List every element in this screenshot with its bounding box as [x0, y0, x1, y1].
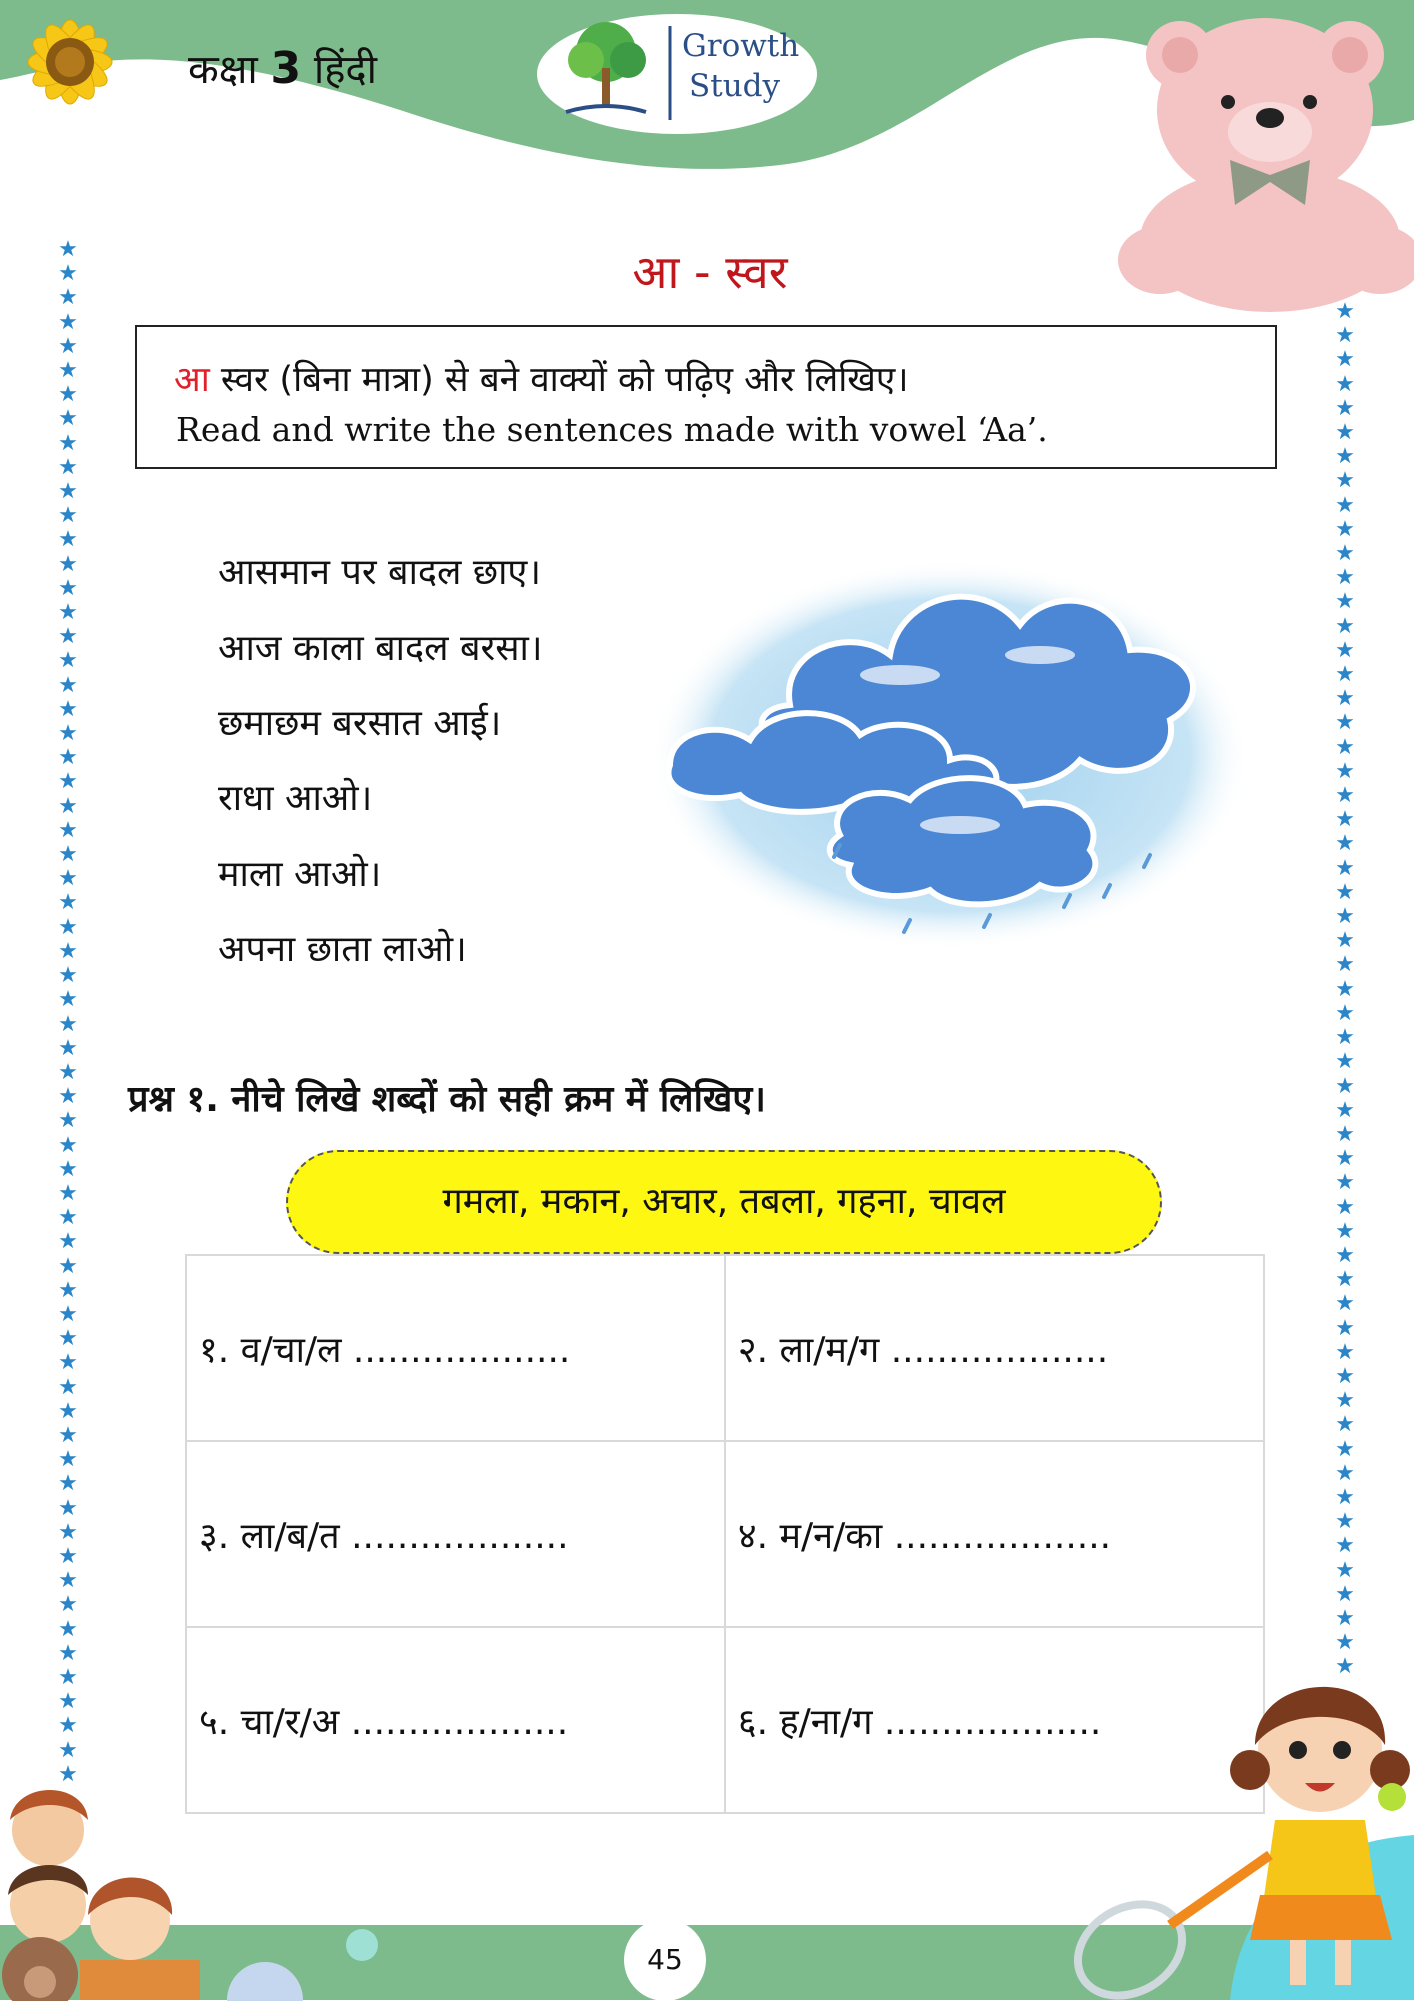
- exercise-item-3[interactable]: ३. ला/ब/त ...................: [186, 1441, 725, 1627]
- instruction-english: Read and write the sentences made with vowel ‘Aa’.: [176, 410, 1048, 449]
- exercise-item-4[interactable]: ४. म/न/का ...................: [725, 1441, 1264, 1627]
- girl-tennis-illustration: [1070, 1655, 1414, 2000]
- bubbles-decoration: [230, 1925, 390, 2000]
- question-heading: प्रश्न १. नीचे लिखे शब्दों को सही क्रम में लिखिए।: [128, 1079, 766, 1120]
- star-border-left: ★ ★ ★ ★ ★ ★ ★ ★ ★ ★ ★ ★ ★ ★ ★ ★ ★ ★ ★ ★ ★ ★ ★ ★ ★ ★ ★ ★ ★ ★ ★ ★ ★ ★ ★ ★ ★ ★ ★ ★ ★ ★ ★ ★ ★ ★ ★ ★ ★ ★ ★ ★ ★ ★ ★ ★ ★ ★ ★ ★ ★ ★ ★ ★: [58, 237, 78, 1787]
- logo-text-growth: Growth: [682, 28, 800, 64]
- instruction-hindi: [174, 355, 909, 402]
- class-subject-title: [188, 40, 377, 95]
- rain-cloud-illustration: [650, 555, 1250, 950]
- class-number: 3: [270, 43, 302, 94]
- instruction-hindi-text: स्वर (बिना मात्रा) से बने वाक्यों को पढ़िए और लिखिए।: [209, 360, 909, 400]
- class-prefix: कक्षा: [188, 47, 258, 93]
- logo-text-study: Study: [689, 68, 781, 104]
- sentence-2: आज काला बादल बरसा।: [218, 628, 543, 669]
- sunflower-icon: [0, 0, 140, 135]
- page-number: 45: [624, 1919, 706, 2001]
- sentence-5: माला आओ।: [218, 854, 382, 895]
- subject-name: हिंदी: [313, 47, 378, 93]
- exercise-item-1[interactable]: १. व/चा/ल ...................: [186, 1255, 725, 1441]
- vowel-highlight: आ: [174, 360, 210, 400]
- table-row: [186, 1441, 1264, 1627]
- children-illustration: [0, 1780, 200, 2000]
- table-row: [186, 1255, 1264, 1441]
- star-border-right: ★ ★ ★ ★ ★ ★ ★ ★ ★ ★ ★ ★ ★ ★ ★ ★ ★ ★ ★ ★ ★ ★ ★ ★ ★ ★ ★ ★ ★ ★ ★ ★ ★ ★ ★ ★ ★ ★ ★ ★ ★ ★ ★ ★ ★ ★ ★ ★ ★ ★ ★ ★ ★ ★ ★ ★ ★: [1335, 299, 1355, 1680]
- exercise-item-2[interactable]: २. ला/म/ग ...................: [725, 1255, 1264, 1441]
- exercise-item-6[interactable]: ६. ह/ना/ग ...................: [725, 1627, 1264, 1813]
- sentence-3: छमाछम बरसात आई।: [218, 703, 502, 744]
- teddy-bear-icon: [1120, 10, 1414, 310]
- exercise-item-5[interactable]: ५. चा/र/अ ...................: [186, 1627, 725, 1813]
- sentence-1: आसमान पर बादल छाए।: [218, 552, 541, 593]
- sentence-4: राधा आओ।: [218, 778, 373, 819]
- section-title: आ - स्वर: [632, 245, 788, 299]
- word-bank: गमला, मकान, अचार, तबला, गहना, चावल: [286, 1150, 1162, 1254]
- sentence-6: अपना छाता लाओ।: [218, 929, 467, 970]
